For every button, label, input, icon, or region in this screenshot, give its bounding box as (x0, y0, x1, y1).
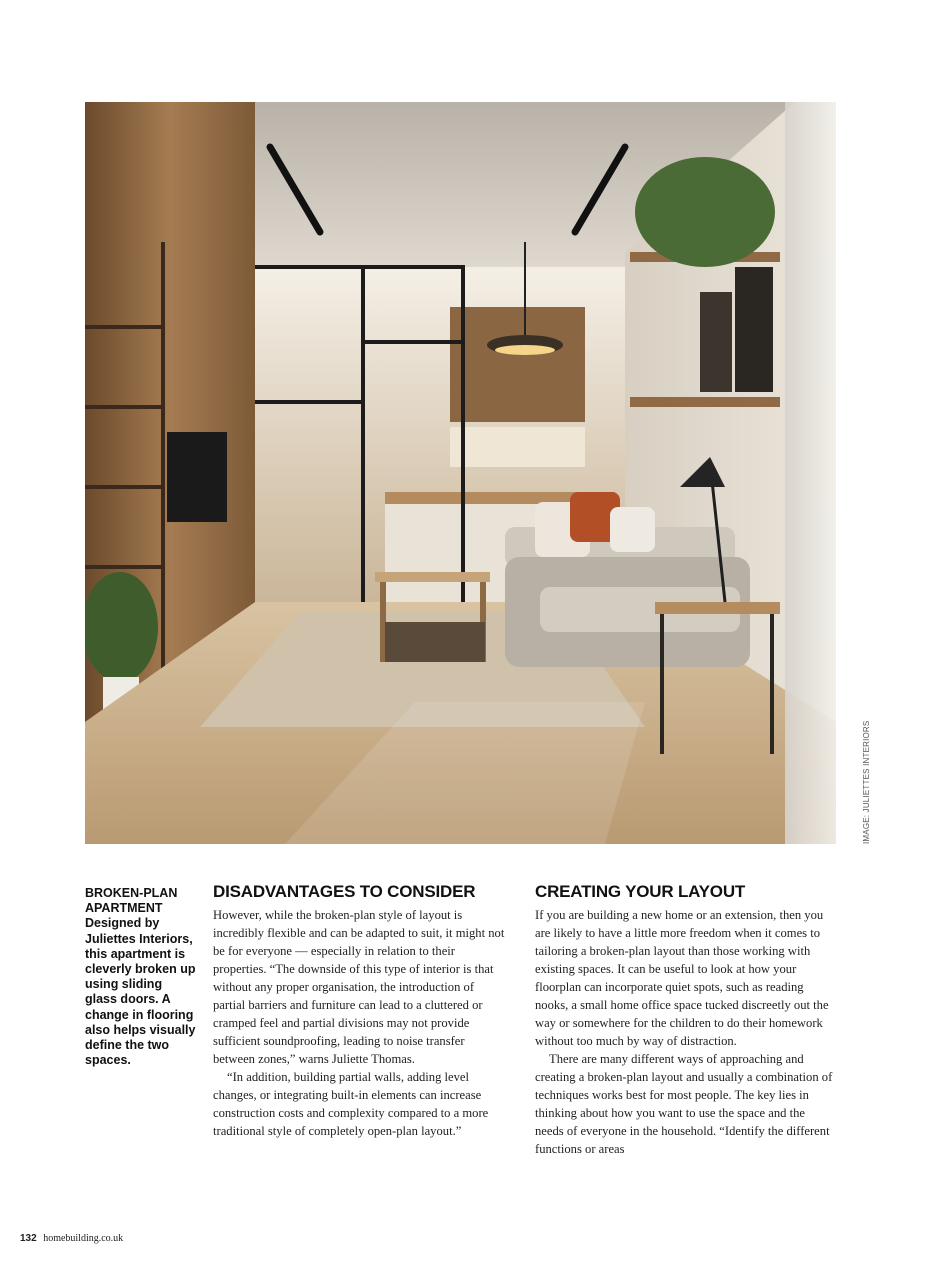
apartment-illustration (85, 102, 836, 844)
article-column-2 (535, 881, 835, 1158)
section-heading-creating-layout: CREATING YOUR LAYOUT (535, 882, 746, 901)
section2-paragraph: If you are building a new home or an extension, then you are likely to have a little more freedom when it comes to tailoring a broken-plan layout than those working with existing spaces. It can be useful to look at how your floorplan can incorporate quiet spots, such as reading nooks, a small home office space tucked discreetly out the way or somewhere for the children to do their homework without too much by way of distraction. (535, 908, 829, 1048)
photo-caption (85, 886, 197, 1068)
page-number: 132 (20, 1233, 37, 1244)
image-credit: IMAGE: JULIETTES INTERIORS (862, 720, 871, 844)
section1-paragraph: However, while the broken-plan style of layout is incredibly flexible and can be adapted to suit, it might not be for everyone — especially in relation to their properties. “The downside of this type of interior is that without any proper organisation, the introduction of partial barriers and furniture can lead to a cluttered or cramped feel and partial divisions may not provide sufficient soundproofing, leading to noise transfer between zones,” warns Juliette Thomas. (213, 908, 505, 1066)
section-heading-disadvantages: DISADVANTAGES TO CONSIDER (213, 882, 476, 901)
apartment-photo (85, 102, 836, 844)
section2-paragraph: There are many different ways of approaching and creating a broken-plan layout and usually a combination of techniques works best for most people. The key lies in thinking about how you want to use the space and the needs of everyone in the household. “Identify the different functions or areas (535, 1052, 833, 1156)
article-column-1 (213, 881, 506, 1140)
page-footer (20, 1233, 123, 1244)
caption-title: BROKEN-PLAN APARTMENT (85, 886, 178, 916)
footer-site: homebuilding.co.uk (43, 1233, 124, 1244)
section1-paragraph: “In addition, building partial walls, adding level changes, or integrating built-in elements can increase construction costs and complexity compared to a more traditional style of completely open-plan layout.” (213, 1070, 489, 1138)
caption-body: Designed by Juliettes Interiors, this apartment is cleverly broken up using sliding glass doors. A change in flooring also helps visually define the two spaces. (85, 916, 196, 1068)
